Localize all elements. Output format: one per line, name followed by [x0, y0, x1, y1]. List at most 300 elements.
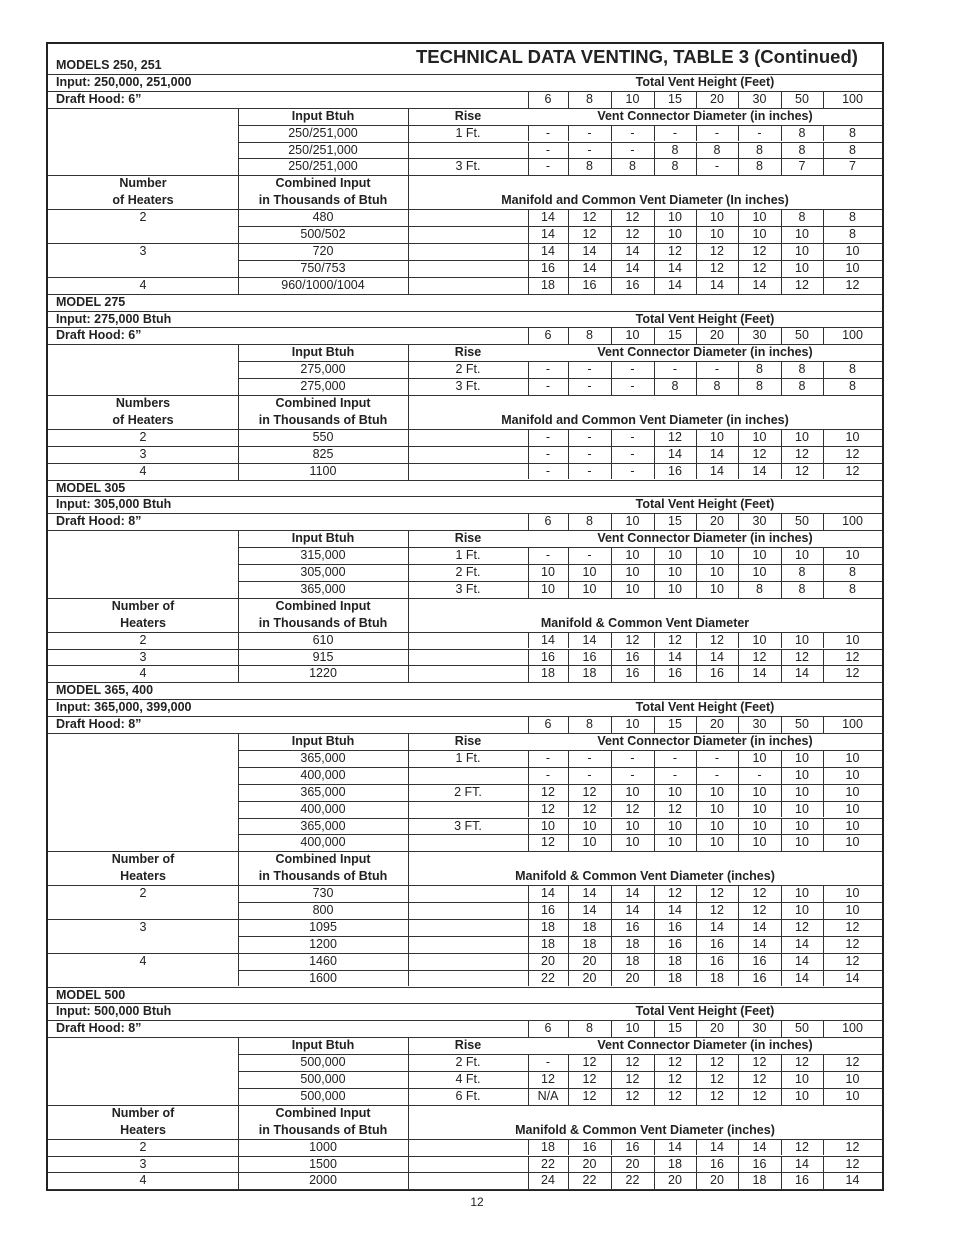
manifold-diameter-header: Manifold & Common Vent Diameter	[540, 615, 750, 630]
value-column-rule	[611, 125, 612, 142]
vent-diameter-value: 16	[541, 260, 555, 275]
value-column-rule	[823, 936, 824, 953]
vent-diameter-value: 8	[849, 210, 856, 225]
value-column-rule	[654, 243, 655, 260]
combined-input-header: Combined Input	[275, 1105, 371, 1120]
value-column-rule	[568, 716, 569, 733]
value-column-rule	[611, 1054, 612, 1071]
vent-diameter-value: 16	[625, 919, 640, 934]
vent-diameter-value: -	[630, 362, 635, 377]
vent-diameter-value: 10	[795, 835, 809, 850]
input-label: Input: 275,000 Btuh	[56, 311, 172, 326]
value-column-rule	[696, 581, 697, 598]
value-column-rule	[738, 243, 739, 260]
vent-diameter-value: 20	[541, 953, 555, 968]
vent-diameter-value: 12	[668, 1055, 682, 1070]
value-column-rule	[654, 378, 655, 395]
vent-diameter-value: 15	[668, 514, 682, 529]
vent-diameter-value: 50	[795, 328, 809, 343]
value-column-rule	[696, 327, 697, 344]
value-column-rule	[823, 547, 824, 564]
venting-table	[46, 42, 884, 1191]
value-column-rule	[696, 1088, 697, 1105]
value-column-rule	[738, 547, 739, 564]
value-column-rule	[781, 1054, 782, 1071]
value-column-rule	[528, 1020, 529, 1037]
vent-diameter-value: 16	[668, 919, 682, 934]
value-column-rule	[781, 142, 782, 159]
value-column-rule	[611, 463, 612, 480]
vent-diameter-value: 14	[625, 886, 640, 901]
vent-diameter-value: 30	[752, 1021, 767, 1036]
vent-diameter-value: 18	[582, 936, 597, 951]
vent-diameter-value: 10	[795, 243, 809, 258]
value-column-rule	[738, 1088, 739, 1105]
value-column-rule	[611, 277, 612, 294]
model-label: MODELS 250, 251	[56, 58, 162, 72]
value-column-rule	[738, 953, 739, 970]
value-column-rule	[738, 970, 739, 987]
combined-input-header: in Thousands of Btuh	[258, 615, 388, 630]
vent-diameter-value: 14	[795, 1156, 809, 1171]
rise-header: Rise	[454, 734, 482, 748]
rise-cell: 1 Ft.	[455, 125, 481, 140]
vent-diameter-value: -	[672, 767, 678, 782]
column-rule	[238, 175, 239, 293]
value-column-rule	[696, 243, 697, 260]
input-label: Input: 500,000 Btuh	[56, 1004, 172, 1019]
vent-diameter-value: 18	[582, 919, 597, 934]
value-column-rule	[823, 834, 824, 851]
vent-diameter-value: 8	[671, 159, 679, 174]
value-column-rule	[781, 716, 782, 733]
column-rule	[238, 1037, 239, 1105]
value-column-rule	[781, 361, 782, 378]
value-column-rule	[528, 581, 529, 598]
value-column-rule	[568, 919, 569, 936]
vent-diameter-value: 12	[845, 936, 860, 951]
heaters-cell: 3	[139, 1156, 147, 1171]
vent-diameter-value: 10	[845, 818, 860, 833]
value-column-rule	[823, 463, 824, 480]
value-column-rule	[781, 632, 782, 649]
vent-diameter-value: 7	[798, 159, 806, 174]
input-btuh-cell: 250/251,000	[288, 125, 358, 140]
vent-diameter-value: 20	[625, 1156, 640, 1171]
vent-diameter-value: -	[672, 362, 678, 377]
value-column-rule	[611, 834, 612, 851]
vent-diameter-value: -	[587, 446, 592, 461]
value-column-rule	[611, 226, 612, 243]
value-column-rule	[654, 885, 655, 902]
column-rule	[408, 733, 409, 851]
vent-diameter-value: 10	[668, 818, 682, 833]
value-column-rule	[738, 327, 739, 344]
value-column-rule	[696, 361, 697, 378]
vent-diameter-value: 16	[582, 277, 597, 292]
heaters-cell: 2	[139, 429, 147, 444]
column-rule	[238, 733, 239, 851]
heaters-header: Number of	[111, 598, 175, 613]
vent-diameter-value: 14	[582, 260, 597, 275]
vent-diameter-value: -	[545, 446, 551, 461]
value-column-rule	[611, 936, 612, 953]
value-column-rule	[823, 243, 824, 260]
vent-diameter-value: 8	[586, 159, 593, 174]
value-column-rule	[654, 564, 655, 581]
vent-diameter-value: 10	[710, 784, 724, 799]
vent-diameter-value: 10	[582, 835, 597, 850]
value-column-rule	[696, 818, 697, 835]
vent-diameter-value: 10	[795, 818, 809, 833]
heaters-cell: 4	[139, 666, 147, 681]
vent-diameter-value: -	[545, 548, 551, 563]
value-column-rule	[654, 142, 655, 159]
vent-diameter-value: 12	[582, 1072, 597, 1086]
value-column-rule	[823, 226, 824, 243]
value-column-rule	[823, 1156, 824, 1173]
column-rule	[408, 344, 409, 395]
vent-diameter-value: 12	[710, 1055, 724, 1070]
value-column-rule	[781, 327, 782, 344]
rise-cell: 1 Ft.	[455, 750, 481, 765]
vent-height-title: Total Vent Height (Feet)	[635, 311, 775, 326]
value-column-rule	[823, 716, 824, 733]
vent-diameter-value: 10	[710, 835, 724, 850]
value-column-rule	[568, 446, 569, 463]
rise-cell: 3 FT.	[454, 818, 482, 833]
value-column-rule	[528, 902, 529, 919]
vent-diameter-value: 8	[849, 125, 856, 140]
vent-diameter-value: 20	[582, 970, 597, 985]
vent-diameter-value: 8	[629, 159, 636, 174]
combined-input-cell: 825	[312, 446, 334, 461]
value-column-rule	[568, 936, 569, 953]
value-column-rule	[696, 919, 697, 936]
vent-diameter-value: 30	[752, 514, 767, 529]
value-column-rule	[528, 1139, 529, 1156]
vent-diameter-value: 14	[625, 243, 640, 258]
vent-diameter-value: 16	[752, 953, 767, 968]
heaters-header: Heaters	[120, 615, 166, 630]
combined-input-cell: 720	[312, 243, 334, 258]
value-column-rule	[568, 378, 569, 395]
vent-diameter-value: 18	[541, 666, 555, 681]
value-column-rule	[781, 1172, 782, 1189]
vent-diameter-value: 10	[795, 260, 809, 275]
value-column-rule	[696, 513, 697, 530]
vent-diameter-value: -	[545, 750, 551, 765]
value-column-rule	[823, 801, 824, 818]
value-column-rule	[696, 1054, 697, 1071]
value-column-rule	[654, 209, 655, 226]
vent-diameter-value: -	[630, 750, 635, 765]
value-column-rule	[696, 125, 697, 142]
value-column-rule	[611, 547, 612, 564]
vent-diameter-value: 12	[710, 886, 724, 901]
value-column-rule	[611, 970, 612, 987]
vent-diameter-value: 20	[710, 717, 724, 732]
value-column-rule	[781, 784, 782, 801]
vent-diameter-value: -	[587, 429, 592, 444]
vent-diameter-value: 8	[849, 227, 856, 241]
vent-diameter-value: -	[672, 750, 678, 765]
vent-diameter-value: 22	[541, 970, 555, 985]
vent-diameter-value: 10	[795, 548, 809, 563]
value-column-rule	[654, 767, 655, 784]
value-column-rule	[738, 1020, 739, 1037]
draft-hood-label: Draft Hood: 6”	[56, 91, 142, 106]
vent-diameter-value: 10	[625, 565, 640, 579]
value-column-rule	[568, 970, 569, 987]
value-column-rule	[823, 902, 824, 919]
heaters-cell: 4	[139, 1173, 147, 1188]
value-column-rule	[696, 277, 697, 294]
value-column-rule	[611, 1156, 612, 1173]
heaters-cell: 4	[139, 463, 147, 478]
input-btuh-cell: 500,000	[300, 1055, 346, 1070]
value-column-rule	[738, 142, 739, 159]
value-column-rule	[528, 834, 529, 851]
vent-diameter-value: 10	[845, 835, 860, 850]
value-column-rule	[823, 919, 824, 936]
value-column-rule	[528, 243, 529, 260]
value-column-rule	[696, 91, 697, 108]
vent-diameter-value: 8	[713, 379, 721, 394]
heaters-cell: 2	[139, 1139, 147, 1154]
column-rule	[408, 598, 409, 683]
value-column-rule	[654, 750, 655, 767]
column-rule	[408, 1105, 409, 1190]
value-column-rule	[738, 1172, 739, 1189]
row-rule	[48, 1189, 882, 1190]
vent-diameter-value: 12	[541, 784, 555, 799]
column-rule	[408, 108, 409, 176]
heaters-cell: 4	[139, 277, 147, 292]
heaters-cell: 2	[139, 886, 147, 901]
vent-diameter-value: 10	[710, 548, 724, 563]
value-column-rule	[738, 158, 739, 175]
vent-diameter-value: 8	[849, 581, 856, 596]
vent-diameter-value: 12	[845, 1156, 860, 1171]
combined-input-cell: 1460	[309, 953, 337, 968]
value-column-rule	[738, 1156, 739, 1173]
vent-diameter-value: 15	[668, 91, 682, 106]
value-column-rule	[823, 158, 824, 175]
vent-diameter-value: 14	[582, 886, 597, 901]
combined-input-cell: 915	[312, 649, 334, 664]
vent-diameter-value: 12	[845, 277, 860, 292]
vent-diameter-value: -	[587, 125, 592, 140]
value-column-rule	[738, 463, 739, 480]
vent-diameter-value: 6	[544, 1021, 552, 1036]
rise-cell: 3 Ft.	[455, 159, 481, 174]
vent-diameter-value: 18	[541, 1139, 555, 1154]
value-column-rule	[611, 243, 612, 260]
vent-diameter-value: 10	[625, 514, 640, 529]
value-column-rule	[738, 885, 739, 902]
value-column-rule	[568, 513, 569, 530]
value-column-rule	[654, 801, 655, 818]
vent-diameter-value: 10	[625, 581, 640, 596]
value-column-rule	[654, 260, 655, 277]
vent-diameter-value: 14	[710, 649, 724, 664]
value-column-rule	[611, 446, 612, 463]
value-column-rule	[696, 632, 697, 649]
combined-input-header: in Thousands of Btuh	[258, 412, 388, 427]
vent-diameter-value: 10	[795, 784, 809, 799]
value-column-rule	[568, 158, 569, 175]
vent-diameter-value: 100	[842, 514, 863, 529]
vent-diameter-value: 16	[582, 649, 597, 664]
value-column-rule	[738, 818, 739, 835]
vent-diameter-value: -	[630, 463, 635, 478]
value-column-rule	[528, 750, 529, 767]
vent-diameter-value: 50	[795, 717, 809, 732]
input-btuh-cell: 365,000	[300, 750, 346, 765]
value-column-rule	[568, 1172, 569, 1189]
vent-diameter-value: 10	[625, 784, 640, 799]
rise-header: Rise	[454, 531, 482, 546]
value-column-rule	[738, 936, 739, 953]
vent-diameter-value: 100	[842, 328, 863, 343]
value-column-rule	[738, 91, 739, 108]
vent-diameter-value: 8	[756, 362, 763, 377]
row-rule	[48, 480, 882, 481]
vent-diameter-value: 6	[544, 717, 552, 732]
input-btuh-cell: 305,000	[300, 565, 346, 579]
value-column-rule	[568, 1139, 569, 1156]
vent-diameter-value: 18	[582, 666, 597, 681]
vent-diameter-value: 50	[795, 1021, 809, 1036]
value-column-rule	[568, 1071, 569, 1088]
page-title: TECHNICAL DATA VENTING, TABLE 3 (Continued)	[416, 46, 858, 67]
value-column-rule	[528, 801, 529, 818]
vent-diameter-value: 10	[752, 801, 767, 816]
combined-input-header: in Thousands of Btuh	[258, 1122, 388, 1137]
vent-diameter-value: 16	[795, 1173, 809, 1188]
value-column-rule	[528, 277, 529, 294]
value-column-rule	[528, 953, 529, 970]
vent-diameter-value: 12	[845, 1055, 860, 1070]
vent-diameter-value: 12	[752, 1055, 767, 1070]
value-column-rule	[568, 361, 569, 378]
rise-cell: 3 Ft.	[455, 581, 481, 596]
value-column-rule	[696, 1172, 697, 1189]
value-column-rule	[696, 378, 697, 395]
value-column-rule	[738, 446, 739, 463]
value-column-rule	[738, 378, 739, 395]
value-column-rule	[528, 260, 529, 277]
vent-diameter-value: 12	[752, 903, 767, 917]
value-column-rule	[696, 1139, 697, 1156]
input-btuh-header: Input Btuh	[291, 108, 355, 123]
vent-diameter-value: 10	[541, 581, 555, 596]
vent-diameter-value: 12	[668, 243, 682, 258]
vent-diameter-value: 8	[756, 159, 763, 174]
input-btuh-cell: 250/251,000	[288, 142, 358, 157]
vent-diameter-value: 12	[845, 666, 860, 681]
value-column-rule	[654, 1088, 655, 1105]
vent-diameter-value: 16	[710, 936, 724, 951]
vent-diameter-value: 10	[710, 581, 724, 596]
vent-diameter-value: 8	[798, 125, 806, 140]
vent-diameter-value: 14	[668, 446, 682, 461]
value-column-rule	[738, 665, 739, 682]
vent-diameter-value: -	[630, 446, 635, 461]
vent-diameter-value: 12	[625, 1088, 640, 1103]
value-column-rule	[568, 429, 569, 446]
vent-diameter-value: 30	[752, 328, 767, 343]
combined-input-header: Combined Input	[275, 852, 371, 867]
vent-diameter-value: -	[587, 362, 592, 377]
vent-diameter-value: 12	[752, 649, 767, 664]
vent-diameter-value: 16	[541, 903, 555, 917]
value-column-rule	[611, 327, 612, 344]
combined-input-cell: 1095	[309, 919, 337, 934]
vent-diameter-value: 12	[668, 1072, 682, 1086]
vent-diameter-value: -	[545, 379, 551, 394]
value-column-rule	[781, 919, 782, 936]
vent-diameter-value: 10	[625, 717, 640, 732]
vent-diameter-value: 100	[842, 717, 863, 732]
value-column-rule	[611, 429, 612, 446]
vent-diameter-value: 12	[795, 463, 809, 478]
value-column-rule	[738, 1071, 739, 1088]
vent-connector-header: Vent Connector Diameter (in inches)	[597, 1038, 813, 1053]
vent-diameter-value: -	[587, 750, 592, 765]
value-column-rule	[696, 649, 697, 666]
vent-diameter-value: 16	[541, 649, 555, 664]
vent-diameter-value: -	[714, 125, 720, 140]
value-column-rule	[568, 750, 569, 767]
input-btuh-cell: 275,000	[300, 362, 346, 377]
vent-height-title: Total Vent Height (Feet)	[635, 700, 775, 715]
vent-diameter-value: -	[630, 429, 635, 444]
vent-diameter-value: 12	[845, 649, 860, 664]
value-column-rule	[654, 446, 655, 463]
vent-diameter-value: 20	[625, 970, 640, 985]
value-column-rule	[738, 513, 739, 530]
value-column-rule	[738, 784, 739, 801]
vent-diameter-value: 12	[845, 919, 860, 934]
value-column-rule	[781, 378, 782, 395]
vent-diameter-value: -	[545, 429, 551, 444]
value-column-rule	[738, 1054, 739, 1071]
value-column-rule	[781, 834, 782, 851]
value-column-rule	[696, 750, 697, 767]
vent-diameter-value: 8	[798, 142, 806, 157]
value-column-rule	[738, 429, 739, 446]
rise-cell: 2 Ft.	[455, 362, 481, 377]
vent-diameter-value: 10	[795, 767, 809, 782]
vent-diameter-value: 10	[752, 818, 767, 833]
value-column-rule	[568, 226, 569, 243]
vent-diameter-value: 14	[668, 649, 682, 664]
value-column-rule	[781, 277, 782, 294]
value-column-rule	[738, 581, 739, 598]
value-column-rule	[568, 1156, 569, 1173]
value-column-rule	[528, 767, 529, 784]
value-column-rule	[611, 784, 612, 801]
vent-diameter-value: -	[545, 1055, 551, 1070]
value-column-rule	[654, 902, 655, 919]
input-btuh-cell: 400,000	[300, 801, 346, 816]
vent-diameter-value: 10	[752, 835, 767, 850]
vent-diameter-value: 20	[710, 514, 724, 529]
vent-diameter-value: 12	[582, 210, 597, 225]
value-column-rule	[568, 564, 569, 581]
